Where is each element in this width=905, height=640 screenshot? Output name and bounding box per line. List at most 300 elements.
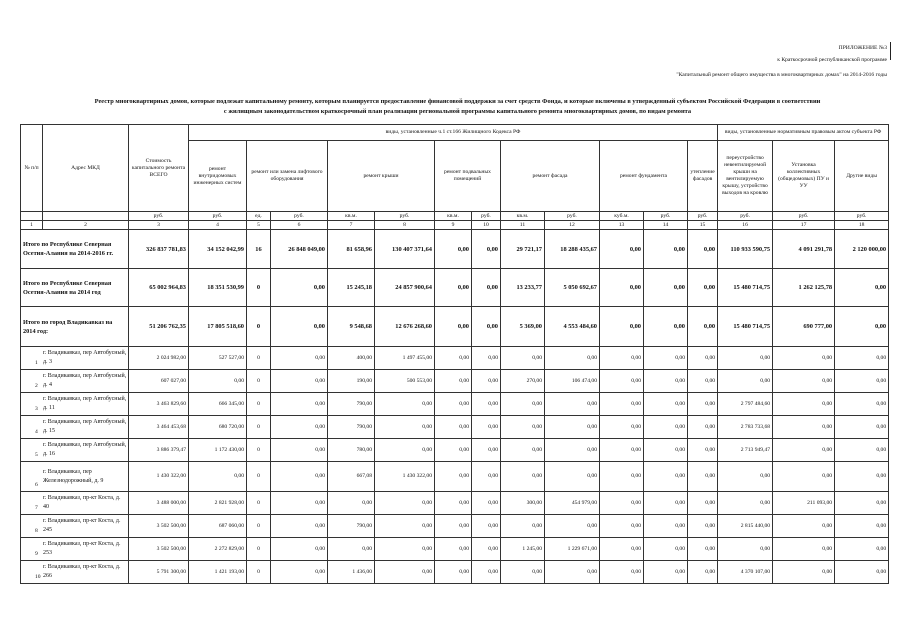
unit-cell: кв.м. [501, 212, 545, 221]
row-value: 0,00 [375, 439, 435, 462]
table-row [21, 416, 889, 439]
column-number: 11 [501, 221, 545, 230]
total-value: 0,00 [600, 230, 644, 269]
table-row [21, 462, 889, 492]
program-reference: к Краткосрочной республиканской программе [777, 57, 887, 63]
unit-cell: руб. [688, 212, 718, 221]
total-value: 26 848 049,00 [271, 230, 328, 269]
table-row [21, 561, 889, 584]
total-value: 0,00 [271, 269, 328, 307]
column-number: 5 [247, 221, 271, 230]
total-value: 0,00 [435, 230, 472, 269]
row-value: 0,00 [688, 561, 718, 584]
row-value: 0,00 [688, 538, 718, 561]
row-number: 1 [35, 360, 38, 366]
row-value: 2 815 440,00 [718, 515, 773, 538]
row-value: 0 [247, 561, 271, 584]
row-value: 0 [247, 515, 271, 538]
row-value: 0,00 [600, 393, 644, 416]
row-value: 1 497 455,00 [375, 347, 435, 370]
row-value: 106 474,00 [545, 370, 600, 393]
total-label: Итого по город Владикавказ на 2014 год: [21, 307, 129, 347]
row-value: 666 345,00 [189, 393, 247, 416]
total-value: 24 857 900,64 [375, 269, 435, 307]
row-value: 0,00 [600, 370, 644, 393]
row-value: 0,00 [600, 515, 644, 538]
title-line-1: Реестр многоквартирных домов, которые подлежат капитальному ремонту, которым планируется предоставление финансовой поддержки за счет средств Фонда, и которые включены в утвержденный субъектом Российской Федерации в соответствии [94, 98, 821, 105]
unit-cell: руб. [545, 212, 600, 221]
row-value: 0,00 [773, 347, 835, 370]
total-value: 0,00 [688, 307, 718, 347]
row-value: 0,00 [271, 561, 328, 584]
table-row [21, 393, 889, 416]
row-address-cell [21, 393, 129, 416]
row-value: 2 821 928,00 [189, 492, 247, 515]
row-address-cell [21, 416, 129, 439]
total-value: 0,00 [472, 269, 501, 307]
total-value: 1 262 125,78 [773, 269, 835, 307]
total-value: 2 120 000,00 [835, 230, 889, 269]
column-number: 18 [835, 221, 889, 230]
total-value: 34 152 042,99 [189, 230, 247, 269]
total-value: 29 721,17 [501, 230, 545, 269]
row-value: 0,00 [271, 462, 328, 492]
row-value: 0,00 [835, 393, 889, 416]
row-address: г. Владикавказ, пр-кт Коста, д. 253 [43, 541, 121, 556]
row-number: 7 [35, 505, 38, 511]
row-value: 0,00 [545, 561, 600, 584]
row-value: 0,00 [472, 462, 501, 492]
row-value: 0,00 [472, 492, 501, 515]
row-number: 9 [35, 551, 38, 557]
row-value: 0,00 [600, 462, 644, 492]
row-value: 0,00 [773, 370, 835, 393]
total-value: 0,00 [435, 269, 472, 307]
row-value: 0,00 [472, 561, 501, 584]
header-internal: ремонт внутридомовых инженерных систем [189, 141, 247, 212]
row-value: 0,00 [718, 370, 773, 393]
row-value: 1 430 322,00 [129, 462, 189, 492]
row-value: 4 370 107,00 [718, 561, 773, 584]
header-facade: ремонт фасада [501, 141, 600, 212]
row-address: г. Владикавказ, пр-кт Коста, д. 40 [43, 495, 121, 510]
row-value: 0,00 [835, 561, 889, 584]
row-value: 3 886 379,47 [129, 439, 189, 462]
total-value: 0,00 [835, 307, 889, 347]
header-total-cost: Стоимость капитального ремонта ВСЕГО [129, 125, 189, 212]
row-value: 527 527,00 [189, 347, 247, 370]
row-value: 0,00 [688, 462, 718, 492]
total-value: 15 245,18 [328, 269, 375, 307]
row-value: 0 [247, 439, 271, 462]
row-value: 1 436,00 [328, 561, 375, 584]
column-number: 9 [435, 221, 472, 230]
unit-cell: руб. [835, 212, 889, 221]
row-address: г. Владикавказ, пер Автобусный, д. 15 [43, 419, 127, 434]
row-value: 0,00 [501, 347, 545, 370]
header-basement: ремонт подвальных помещений [435, 141, 501, 212]
total-value: 0,00 [688, 269, 718, 307]
unit-cell: кв.м. [435, 212, 472, 221]
row-value: 0,00 [773, 439, 835, 462]
row-value: 0,00 [472, 393, 501, 416]
row-value: 0,00 [435, 393, 472, 416]
row-value: 454 979,00 [545, 492, 600, 515]
row-value: 0,00 [773, 515, 835, 538]
row-number: 3 [35, 406, 38, 412]
row-value: 0,00 [688, 347, 718, 370]
row-value: 0 [247, 347, 271, 370]
unit-cell: руб. [375, 212, 435, 221]
row-value: 790,00 [328, 393, 375, 416]
row-value: 0,00 [835, 462, 889, 492]
row-value: 0,00 [773, 462, 835, 492]
row-value: 0,00 [688, 370, 718, 393]
row-value: 1 245,00 [501, 538, 545, 561]
row-value: 0,00 [718, 538, 773, 561]
margin-mark [890, 42, 891, 60]
row-value: 0,00 [189, 462, 247, 492]
table-row [21, 492, 889, 515]
row-number: 4 [35, 429, 38, 435]
row-value: 0,00 [545, 393, 600, 416]
row-value: 0,00 [271, 347, 328, 370]
row-value: 1 172 430,00 [189, 439, 247, 462]
unit-cell: руб. [189, 212, 247, 221]
row-value: 0,00 [835, 492, 889, 515]
row-value: 0,00 [271, 515, 328, 538]
row-value: 0,00 [688, 416, 718, 439]
unit-cell: ед. [247, 212, 271, 221]
row-address-cell [21, 561, 129, 584]
row-value: 3 464 453,68 [129, 416, 189, 439]
row-value: 270,00 [501, 370, 545, 393]
row-value: 0,00 [688, 515, 718, 538]
row-address-cell [21, 439, 129, 462]
row-value: 0,00 [688, 393, 718, 416]
appendix-label: ПРИЛОЖЕНИЕ №3 [838, 45, 887, 51]
row-value: 0,00 [644, 492, 688, 515]
row-value: 0,00 [644, 393, 688, 416]
row-value: 0,00 [773, 538, 835, 561]
total-value: 9 548,68 [328, 307, 375, 347]
total-value: 0,00 [644, 269, 688, 307]
column-number: 2 [43, 221, 129, 230]
row-value: 0,00 [472, 538, 501, 561]
header-num: № п/п [21, 125, 43, 212]
row-value: 0,00 [688, 439, 718, 462]
row-value: 0,00 [835, 370, 889, 393]
total-value: 18 351 530,99 [189, 269, 247, 307]
total-row [21, 269, 889, 307]
row-value: 0,00 [688, 492, 718, 515]
row-value: 0,00 [189, 370, 247, 393]
row-number: 10 [35, 574, 41, 580]
row-value: 3 463 829,60 [129, 393, 189, 416]
row-value: 0,00 [600, 492, 644, 515]
row-value: 0,00 [375, 393, 435, 416]
document-title [20, 97, 895, 117]
total-value: 17 805 518,60 [189, 307, 247, 347]
row-value: 0,00 [472, 347, 501, 370]
column-number: 12 [545, 221, 600, 230]
total-value: 4 091 291,78 [773, 230, 835, 269]
row-address: г. Владикавказ, пер Автобусный, д. 11 [43, 396, 127, 411]
column-number: 13 [600, 221, 644, 230]
row-address-cell [21, 538, 129, 561]
row-value: 0,00 [718, 347, 773, 370]
total-row [21, 230, 889, 269]
total-value: 0 [247, 269, 271, 307]
row-value: 0,00 [501, 561, 545, 584]
table-row [21, 538, 889, 561]
row-value: 0,00 [600, 561, 644, 584]
row-value: 0,00 [644, 439, 688, 462]
row-value: 0,00 [545, 416, 600, 439]
row-value: 0,00 [375, 538, 435, 561]
row-value: 0,00 [271, 492, 328, 515]
row-value: 0 [247, 370, 271, 393]
total-value: 0,00 [644, 230, 688, 269]
row-value: 0,00 [271, 538, 328, 561]
row-address: г. Владикавказ, пер Железнодорожный, д. 9 [43, 468, 104, 484]
row-value: 0,00 [773, 393, 835, 416]
unit-cell: руб. [472, 212, 501, 221]
row-value: 790,00 [328, 515, 375, 538]
row-value: 0,00 [644, 347, 688, 370]
row-address: г. Владикавказ, пер Автобусный, д. 4 [43, 373, 127, 388]
column-number: 15 [688, 221, 718, 230]
total-value: 0,00 [600, 307, 644, 347]
column-numbers-row [21, 221, 889, 230]
row-value: 0,00 [545, 462, 600, 492]
total-value: 326 837 781,83 [129, 230, 189, 269]
row-value: 2 272 829,00 [189, 538, 247, 561]
column-number: 4 [189, 221, 247, 230]
row-address-cell [21, 347, 129, 370]
unit-cell: руб. [718, 212, 773, 221]
total-value: 110 933 590,75 [718, 230, 773, 269]
column-number: 17 [773, 221, 835, 230]
row-number: 5 [35, 452, 38, 458]
unit-cell: руб. [644, 212, 688, 221]
unit-cell: кв.м. [328, 212, 375, 221]
header-foundation: ремонт фундамента [600, 141, 688, 212]
row-value: 607 027,00 [129, 370, 189, 393]
total-value: 0,00 [600, 269, 644, 307]
unit-cell: руб. [129, 212, 189, 221]
program-title: "Капитальный ремонт общего имущества в многоквартирных домах" на 2014-2016 годы [676, 72, 887, 78]
table-row [21, 515, 889, 538]
header-meters: Установка коллективных (общедомовых) ПУ и УУ [773, 141, 835, 212]
row-value: 0,00 [644, 462, 688, 492]
row-value: 0,00 [718, 492, 773, 515]
total-value: 0 [247, 307, 271, 347]
row-value: 0,00 [271, 393, 328, 416]
column-number: 1 [21, 221, 43, 230]
units-empty [21, 212, 43, 221]
row-address-cell [21, 370, 129, 393]
row-value: 780,00 [328, 439, 375, 462]
row-value: 0,00 [501, 515, 545, 538]
row-value: 0,00 [435, 538, 472, 561]
row-value: 667,08 [328, 462, 375, 492]
total-value: 130 407 371,64 [375, 230, 435, 269]
row-value: 0,00 [644, 515, 688, 538]
header-row-groups [21, 125, 889, 141]
row-value: 790,00 [328, 416, 375, 439]
row-value: 0,00 [545, 515, 600, 538]
row-value: 3 502 500,00 [129, 515, 189, 538]
header-flat-roof: переустройство невентилируемой крыши на вентилируемую крышу, устройство выходов на кровлю [718, 141, 773, 212]
row-value: 0,00 [644, 538, 688, 561]
row-value: 0,00 [501, 416, 545, 439]
row-value: 0,00 [835, 416, 889, 439]
row-address: г. Владикавказ, пр-кт Коста, д. 245 [43, 518, 121, 533]
row-value: 0,00 [375, 561, 435, 584]
row-value: 0,00 [271, 439, 328, 462]
row-value: 0,00 [644, 416, 688, 439]
row-value: 687 060,00 [189, 515, 247, 538]
row-number: 8 [35, 528, 38, 534]
column-number: 10 [472, 221, 501, 230]
row-address-cell [21, 515, 129, 538]
row-value: 0,00 [435, 515, 472, 538]
column-number: 6 [271, 221, 328, 230]
row-value: 500 553,00 [375, 370, 435, 393]
unit-cell: руб. [271, 212, 328, 221]
row-value: 400,00 [328, 347, 375, 370]
row-value: 2 024 982,00 [129, 347, 189, 370]
row-value: 0 [247, 462, 271, 492]
row-value: 0,00 [600, 538, 644, 561]
row-value: 0,00 [472, 370, 501, 393]
unit-cell: куб.м. [600, 212, 644, 221]
column-number: 3 [129, 221, 189, 230]
row-number: 6 [35, 482, 38, 488]
row-value: 0,00 [600, 347, 644, 370]
table-row [21, 439, 889, 462]
row-value: 0,00 [375, 416, 435, 439]
total-value: 0,00 [435, 307, 472, 347]
row-value: 0,00 [271, 416, 328, 439]
row-value: 1 421 193,00 [189, 561, 247, 584]
header-elevator: ремонт или замена лифтового оборудования [247, 141, 328, 212]
row-value: 0,00 [435, 416, 472, 439]
row-value: 0,00 [435, 561, 472, 584]
total-value: 12 676 268,60 [375, 307, 435, 347]
row-value: 2 713 949,47 [718, 439, 773, 462]
row-value: 0,00 [773, 561, 835, 584]
header-insulation: утепление фасадов [688, 141, 718, 212]
row-value: 0,00 [328, 492, 375, 515]
row-value: 2 797 484,60 [718, 393, 773, 416]
total-label: Итого по Республике Северная Осетия-Алания на 2014-2016 гг. [21, 230, 129, 269]
total-value: 0,00 [472, 230, 501, 269]
header-address: Адрес МКД [43, 125, 129, 212]
row-value: 0,00 [501, 462, 545, 492]
row-value: 0,00 [501, 439, 545, 462]
row-value: 0,00 [545, 439, 600, 462]
column-number: 7 [328, 221, 375, 230]
row-number: 2 [35, 383, 38, 389]
total-value: 4 553 484,60 [545, 307, 600, 347]
row-value: 680 720,00 [189, 416, 247, 439]
row-value: 0,00 [773, 416, 835, 439]
total-value: 18 288 435,67 [545, 230, 600, 269]
row-address-cell [21, 462, 129, 492]
units-empty [43, 212, 129, 221]
total-value: 0,00 [271, 307, 328, 347]
total-value: 5 369,00 [501, 307, 545, 347]
row-value: 5 791 300,00 [129, 561, 189, 584]
row-value: 0,00 [600, 439, 644, 462]
row-value: 0,00 [718, 462, 773, 492]
total-value: 51 206 762,35 [129, 307, 189, 347]
header-roof: ремонт крыши [328, 141, 435, 212]
total-value: 81 658,96 [328, 230, 375, 269]
row-value: 0,00 [375, 492, 435, 515]
row-value: 0,00 [835, 515, 889, 538]
row-value: 0 [247, 416, 271, 439]
total-label: Итого по Республике Северная Осетия-Алания на 2014 год [21, 269, 129, 307]
title-line-2: с жилищным законодательством краткосрочный план реализации региональной программы капитального ремонта многоквартирных домов, по видам ремонта [223, 108, 692, 115]
row-value: 0,00 [472, 416, 501, 439]
row-value: 0,00 [644, 561, 688, 584]
row-value: 0,00 [835, 439, 889, 462]
total-value: 0,00 [644, 307, 688, 347]
units-row [21, 212, 889, 221]
row-address: г. Владикавказ, пр-кт Коста, д. 266 [43, 564, 121, 579]
row-value: 1 430 322,00 [375, 462, 435, 492]
row-value: 211 093,00 [773, 492, 835, 515]
row-value: 0,00 [435, 347, 472, 370]
row-address: г. Владикавказ, пер Автобусный, д. 3 [43, 350, 127, 365]
total-value: 0,00 [688, 230, 718, 269]
row-value: 0,00 [435, 370, 472, 393]
total-value: 0,00 [472, 307, 501, 347]
row-value: 0 [247, 492, 271, 515]
row-value: 1 229 671,00 [545, 538, 600, 561]
row-value: 0,00 [501, 393, 545, 416]
row-value: 0,00 [472, 515, 501, 538]
row-value: 0,00 [435, 492, 472, 515]
row-value: 0,00 [472, 439, 501, 462]
row-value: 2 783 733,68 [718, 416, 773, 439]
row-value: 0,00 [375, 515, 435, 538]
header-group-subject: виды, установленные нормативным правовым актом субъекта РФ [718, 125, 889, 141]
total-value: 5 050 692,67 [545, 269, 600, 307]
row-value: 0,00 [835, 538, 889, 561]
total-value: 13 233,77 [501, 269, 545, 307]
column-number: 8 [375, 221, 435, 230]
row-value: 0,00 [835, 347, 889, 370]
row-address: г. Владикавказ, пер Автобусный, д. 16 [43, 442, 127, 457]
total-value: 65 002 964,83 [129, 269, 189, 307]
header-group-zhk: виды, установленные ч.1 ст.166 Жилищного Кодекса РФ [189, 125, 718, 141]
row-value: 0,00 [600, 416, 644, 439]
row-value: 0,00 [271, 370, 328, 393]
total-value: 15 480 714,75 [718, 269, 773, 307]
row-value: 300,00 [501, 492, 545, 515]
row-value: 0,00 [644, 370, 688, 393]
total-value: 15 480 714,75 [718, 307, 773, 347]
header-other: Другие виды [835, 141, 889, 212]
total-value: 690 777,00 [773, 307, 835, 347]
table-row [21, 370, 889, 393]
row-value: 0 [247, 393, 271, 416]
row-value: 0 [247, 538, 271, 561]
